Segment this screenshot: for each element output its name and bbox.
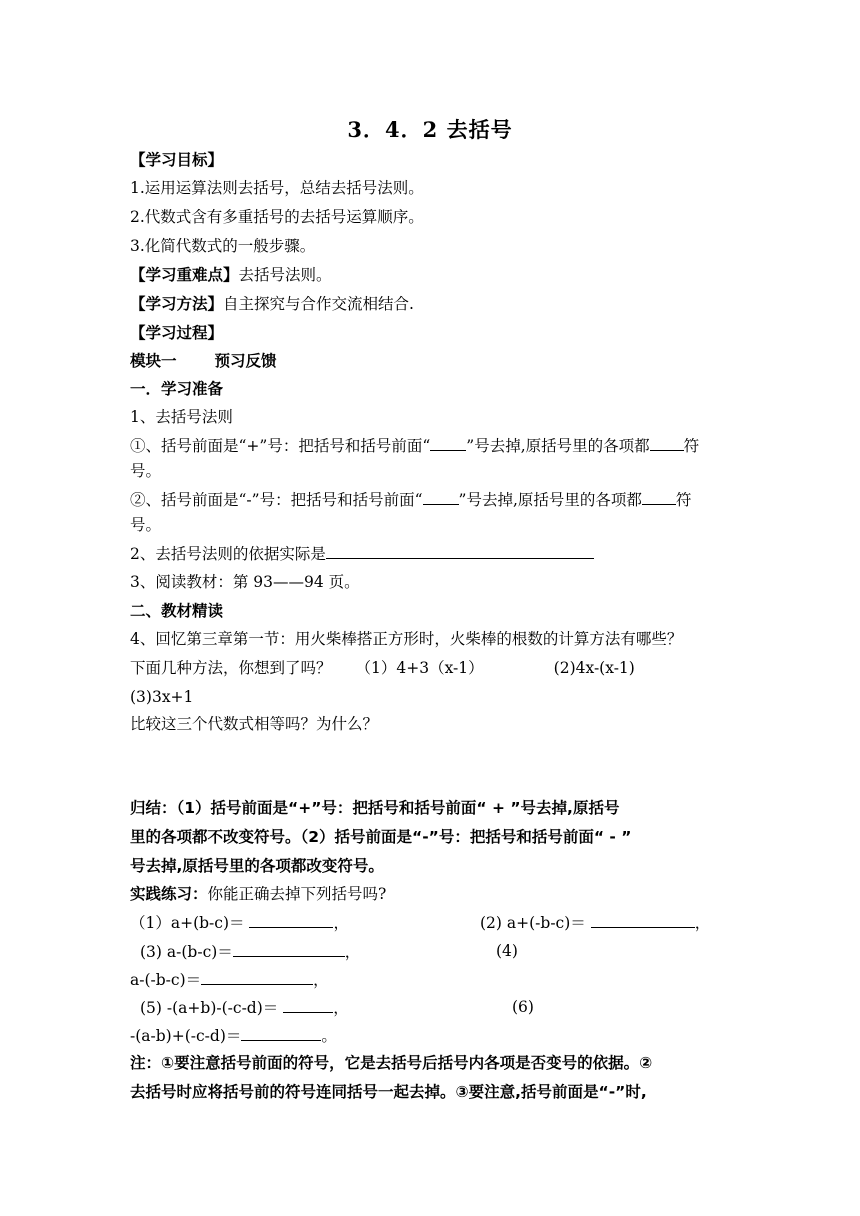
rule-plus-text-c: 符 bbox=[683, 437, 700, 455]
rule-plus-text-a: ①、括号前面是“+”号：把括号和括号前面“ bbox=[130, 437, 431, 455]
goal-1: 1.运用运算法则去括号，总结去括号法则。 bbox=[130, 179, 424, 197]
study-method bbox=[130, 293, 414, 315]
fill-blank[interactable] bbox=[642, 488, 676, 505]
rule-minus-text-b: ”号去掉,原括号里的各项都 bbox=[458, 491, 642, 509]
section-1-heading: 一．学习准备 bbox=[130, 380, 224, 398]
exercise-4-text: a-(-b-c)＝ bbox=[130, 971, 202, 989]
study-method-text: 自主探究与合作交流相结合. bbox=[223, 295, 414, 313]
page-title: 3．4．2 去括号 bbox=[347, 117, 513, 142]
rule-minus bbox=[130, 488, 691, 511]
exercise-4-label: (4) bbox=[496, 942, 518, 960]
exercise-2-text: (2) a+(-b-c)＝ bbox=[480, 914, 586, 932]
key-points bbox=[130, 264, 332, 286]
goals-header: 【学习目标】 bbox=[130, 151, 224, 169]
key-points-text: 去括号法则。 bbox=[238, 266, 332, 284]
summary-line-2: 里的各项都不改变符号。（2）括号前面是“-”号：把括号和括号前面“ - ” bbox=[130, 828, 632, 846]
comma: ， bbox=[694, 914, 711, 932]
module-heading bbox=[130, 350, 277, 372]
method-1: （1）4+3（x-1） bbox=[355, 659, 484, 677]
fill-blank[interactable] bbox=[326, 542, 594, 559]
note-line-2: 去括号时应将括号前的符号连同括号一起去掉。③要注意,括号前面是“-”时, bbox=[130, 1083, 647, 1101]
comma: ， bbox=[344, 943, 361, 961]
exercise-6-text: -(a-b)+(-c-d)＝ bbox=[130, 1027, 242, 1045]
practice-heading bbox=[130, 883, 386, 905]
answer-blank[interactable] bbox=[201, 968, 313, 985]
method-2: (2)4x-(x-1) bbox=[553, 659, 635, 677]
item-2 bbox=[130, 542, 594, 565]
item-3: 3、阅读教材：第 93——94 页。 bbox=[130, 573, 360, 591]
module-title: 预习反馈 bbox=[214, 352, 277, 370]
answer-blank[interactable] bbox=[241, 1024, 321, 1041]
fill-blank[interactable] bbox=[650, 434, 684, 451]
answer-blank[interactable] bbox=[591, 911, 695, 928]
study-method-label: 【学习方法】 bbox=[130, 295, 224, 313]
goal-2: 2.代数式含有多重括号的去括号运算顺序。 bbox=[130, 208, 424, 226]
fill-blank[interactable] bbox=[430, 434, 466, 451]
exercise-5-text: (5) -(a+b)-(-c-d)＝ bbox=[140, 999, 279, 1017]
exercise-1 bbox=[130, 911, 349, 934]
rule-plus-end: 号。 bbox=[130, 462, 162, 480]
practice-label: 实践练习： bbox=[130, 885, 208, 903]
rule-minus-text-c: 符 bbox=[675, 491, 692, 509]
module-name: 模块一 bbox=[130, 352, 177, 370]
item-4: 4、回忆第三章第一节：用火柴棒搭正方形时，火柴棒的根数的计算方法有哪些？ bbox=[130, 630, 683, 648]
comma: ， bbox=[333, 999, 349, 1017]
comma: ， bbox=[313, 971, 329, 989]
comma: ， bbox=[333, 914, 349, 932]
rule-plus bbox=[130, 434, 699, 457]
exercise-4 bbox=[130, 968, 329, 991]
item-2-text: 2、去括号法则的依据实际是 bbox=[130, 545, 326, 563]
method-3: (3)3x+1 bbox=[130, 688, 194, 706]
exercise-2 bbox=[480, 911, 710, 934]
key-points-label: 【学习重难点】 bbox=[130, 266, 239, 284]
compare-question: 比较这三个代数式相等吗？为什么？ bbox=[130, 715, 379, 733]
methods-line bbox=[130, 657, 635, 679]
goal-3: 3.化简代数式的一般步骤。 bbox=[130, 237, 316, 255]
note-line-1: 注：①要注意括号前面的符号，它是去括号后括号内各项是否变号的依据。② bbox=[130, 1054, 653, 1072]
rule-minus-end: 号。 bbox=[130, 516, 162, 534]
methods-intro: 下面几种方法，你想到了吗？ bbox=[130, 659, 332, 677]
summary-line-1: 归结：（1）括号前面是“+”号：把括号和括号前面“ + ”号去掉,原括号 bbox=[130, 799, 620, 817]
item-1: 1、去括号法则 bbox=[130, 408, 233, 426]
period: 。 bbox=[321, 1027, 337, 1045]
section-2-heading: 二、教材精读 bbox=[130, 602, 224, 620]
answer-blank[interactable] bbox=[249, 911, 333, 928]
practice-text: 你能正确去掉下列括号吗? bbox=[207, 885, 387, 903]
rule-plus-text-b: ”号去掉,原括号里的各项都 bbox=[466, 437, 650, 455]
exercise-5 bbox=[140, 996, 349, 1019]
process-header: 【学习过程】 bbox=[130, 324, 224, 342]
exercise-6-label: (6) bbox=[512, 998, 534, 1016]
exercise-3-text: (3) a-(b-c)＝ bbox=[140, 943, 233, 961]
exercise-1-text: （1）a+(b-c)＝ bbox=[130, 914, 245, 932]
rule-minus-text-a: ②、括号前面是“-”号：把括号和括号前面“ bbox=[130, 491, 423, 509]
exercise-3 bbox=[140, 940, 360, 963]
fill-blank[interactable] bbox=[423, 488, 459, 505]
answer-blank[interactable] bbox=[233, 940, 345, 957]
answer-blank[interactable] bbox=[283, 996, 333, 1013]
exercise-6 bbox=[130, 1024, 337, 1047]
summary-line-3: 号去掉,原括号里的各项都改变符号。 bbox=[130, 857, 384, 875]
